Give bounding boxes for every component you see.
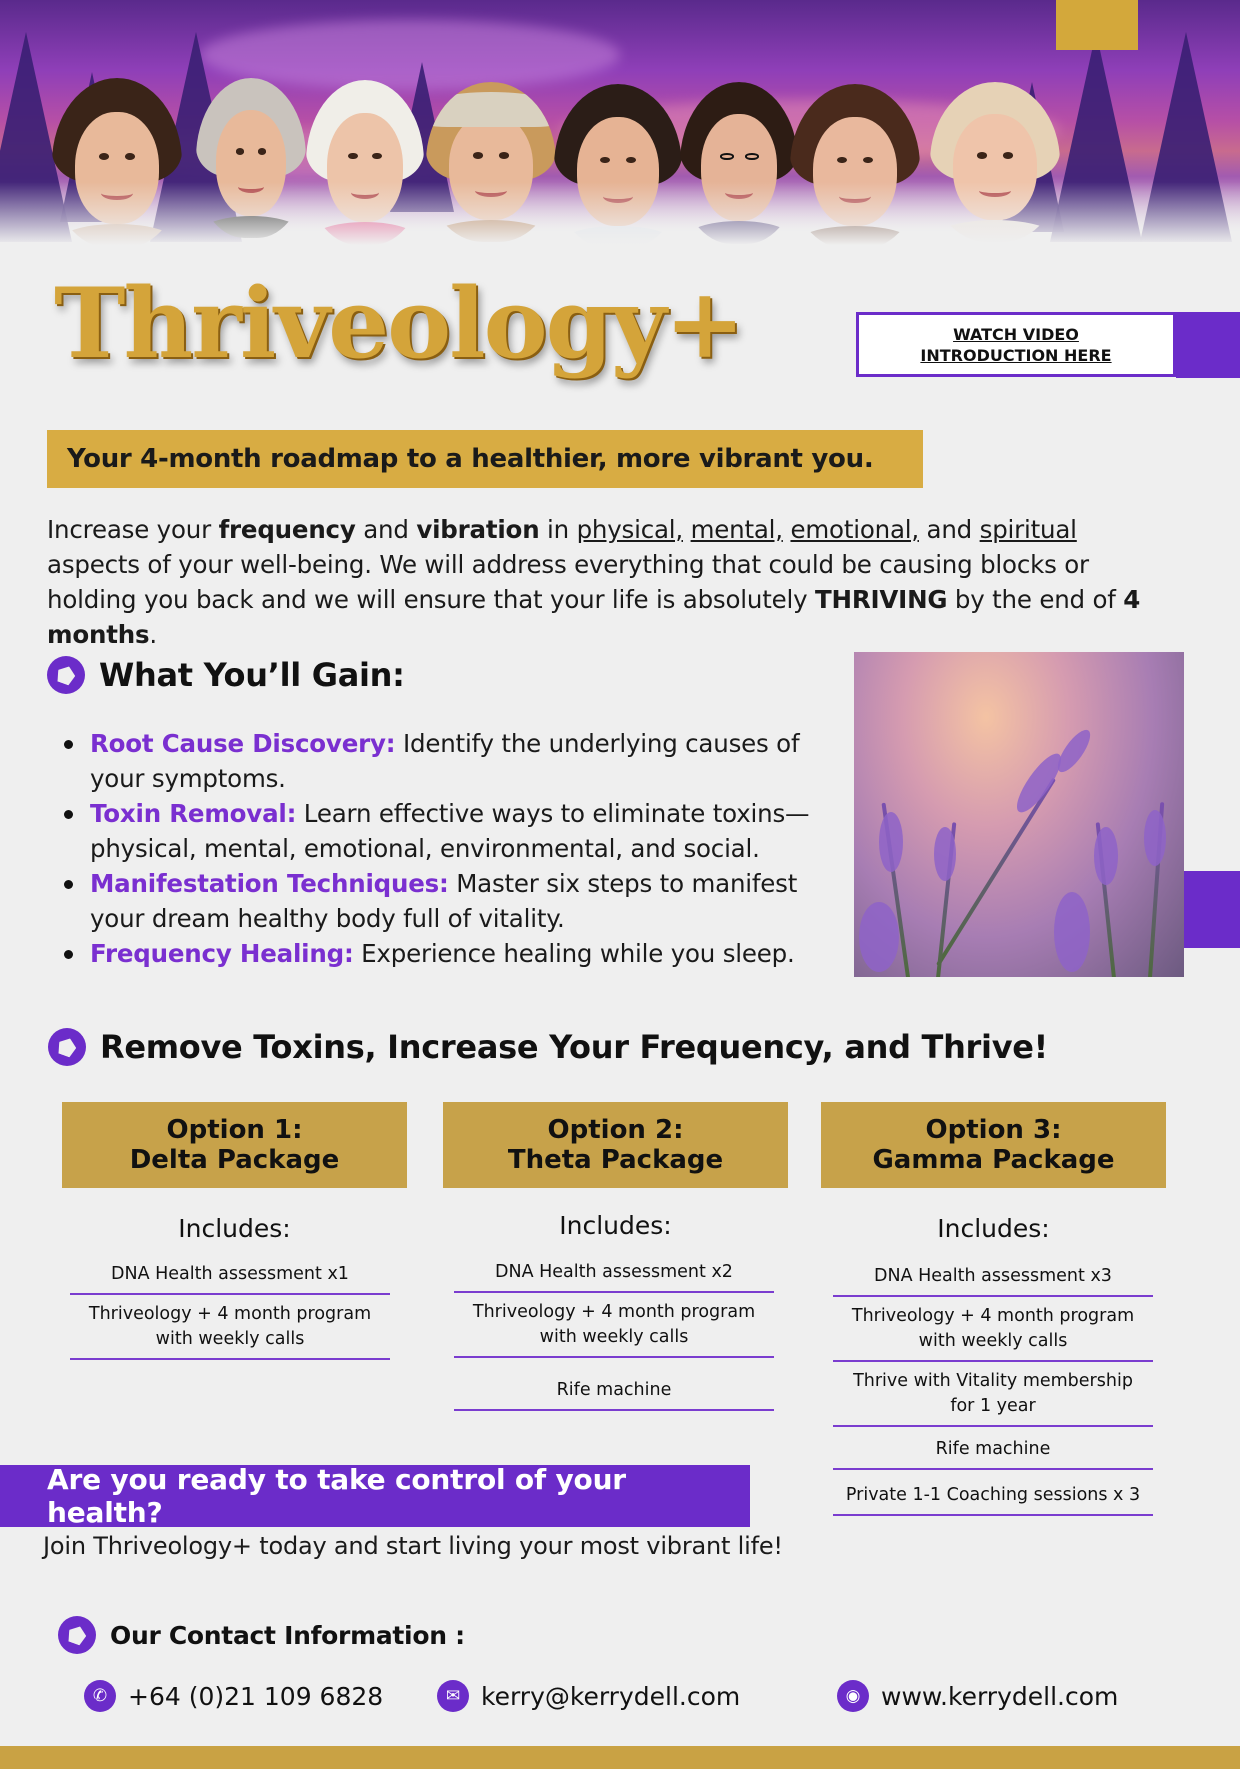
decorative-gold-square [1056,0,1138,50]
footer-bar [0,1746,1240,1769]
list-item [60,936,820,971]
intro-emphasis: frequency [218,515,356,544]
tagline-banner [47,430,923,488]
list-item [60,796,820,866]
intro-emphasis: vibration [416,515,540,544]
aperture-icon [58,1616,96,1654]
option-2-includes-label: Includes: [559,1211,672,1240]
option-1-title: Option 1: Delta Package [129,1115,340,1175]
email-icon: ✉ [437,1680,469,1712]
contact-phone[interactable] [84,1680,383,1712]
intro-emphasis: THRIVING [815,585,948,614]
option-1-items [70,1262,390,1360]
list-item: Private 1-1 Coaching sessions x 3 [833,1470,1153,1516]
globe-icon: ◉ [837,1680,869,1712]
intro-underline: physical, [576,515,683,544]
gains-heading-text: What You’ll Gain: [99,656,405,694]
intro-underline: emotional, [790,515,919,544]
contact-heading [58,1616,465,1654]
option-3-header [821,1102,1166,1188]
watch-video-label[interactable]: WATCH VIDEO INTRODUCTION HERE [920,324,1112,365]
gain-text: Learn effective ways to eliminate toxins—physical, mental, emotional, environmental, and social. [90,799,810,863]
option-3-includes-label: Includes: [937,1214,1050,1243]
gain-text: Experience healing while you sleep. [353,939,795,968]
intro-text: aspects of your well-being. We will address everything that could be causing blocks or holding you back and we will ensure that your life is absolutely [47,550,1089,614]
list-item: DNA Health assessment x3 [833,1264,1153,1297]
gain-key: Frequency Healing: [90,939,354,968]
list-item: DNA Health assessment x1 [70,1262,390,1295]
option-2-header [443,1102,788,1188]
brand-title: Thriveology+ [54,267,744,380]
list-item: Thrive with Vitality membership for 1 year [833,1362,1153,1427]
list-item [60,726,820,796]
intro-text [683,515,691,544]
list-item: Rife machine [454,1358,774,1411]
gain-text: Identify the underlying causes of your symptoms. [90,729,800,793]
list-item [60,866,820,936]
header-banner [0,0,1240,252]
intro-text: Increase your [47,515,219,544]
cta-heading: Are you ready to take control of your health? [47,1463,626,1529]
packages-heading [48,1028,1048,1066]
option-1-includes-label: Includes: [178,1214,291,1243]
list-item: DNA Health assessment x2 [454,1260,774,1293]
intro-text: and [918,515,980,544]
tagline-text: Your 4-month roadmap to a healthier, more vibrant you. [67,444,874,474]
contact-heading-text: Our Contact Information : [110,1620,465,1650]
contact-email[interactable] [437,1680,740,1712]
option-2-items [454,1260,774,1411]
list-item: Thriveology + 4 month program with weekly calls [70,1295,390,1360]
intro-underline: mental, [690,515,783,544]
list-item: Thriveology + 4 month program with weekly calls [454,1293,774,1358]
gain-text: Master six steps to manifest your dream healthy body full of vitality. [90,869,798,933]
option-2-title: Option 2: Theta Package [507,1115,724,1175]
gain-key: Toxin Removal: [90,799,297,828]
option-3-title: Option 3: Gamma Package [872,1115,1115,1175]
list-item: Rife machine [833,1427,1153,1470]
decorative-purple-tab [1176,312,1240,378]
decorative-purple-tab [1184,871,1240,948]
intro-underline: spiritual [979,515,1077,544]
intro-text: . [149,620,157,649]
website-url[interactable]: www.kerrydell.com [881,1681,1119,1711]
option-1-header [62,1102,407,1188]
intro-paragraph [47,512,1177,652]
lavender-photo [854,652,1184,977]
intro-text: by the end of [947,585,1124,614]
list-item: Thriveology + 4 month program with weekly calls [833,1297,1153,1362]
watch-video-link[interactable] [856,312,1176,377]
phone-number[interactable]: +64 (0)21 109 6828 [128,1681,384,1711]
cta-banner [0,1465,750,1527]
gains-heading [47,656,405,694]
intro-text: and [355,515,417,544]
phone-icon: ✆ [84,1680,116,1712]
gain-key: Manifestation Techniques: [90,869,449,898]
email-address[interactable]: kerry@kerrydell.com [481,1681,741,1711]
option-3-items [833,1264,1153,1516]
aperture-icon [47,656,85,694]
packages-heading-text: Remove Toxins, Increase Your Frequency, and Thrive! [100,1028,1048,1066]
gain-key: Root Cause Discovery: [90,729,396,758]
gains-list [60,726,820,971]
contact-website[interactable] [837,1680,1118,1712]
intro-text: in [539,515,577,544]
cta-subtext: Join Thriveology+ today and start living your most vibrant life! [43,1532,783,1560]
intro-emphasis: 4 months [47,585,1141,649]
aperture-icon [48,1028,86,1066]
